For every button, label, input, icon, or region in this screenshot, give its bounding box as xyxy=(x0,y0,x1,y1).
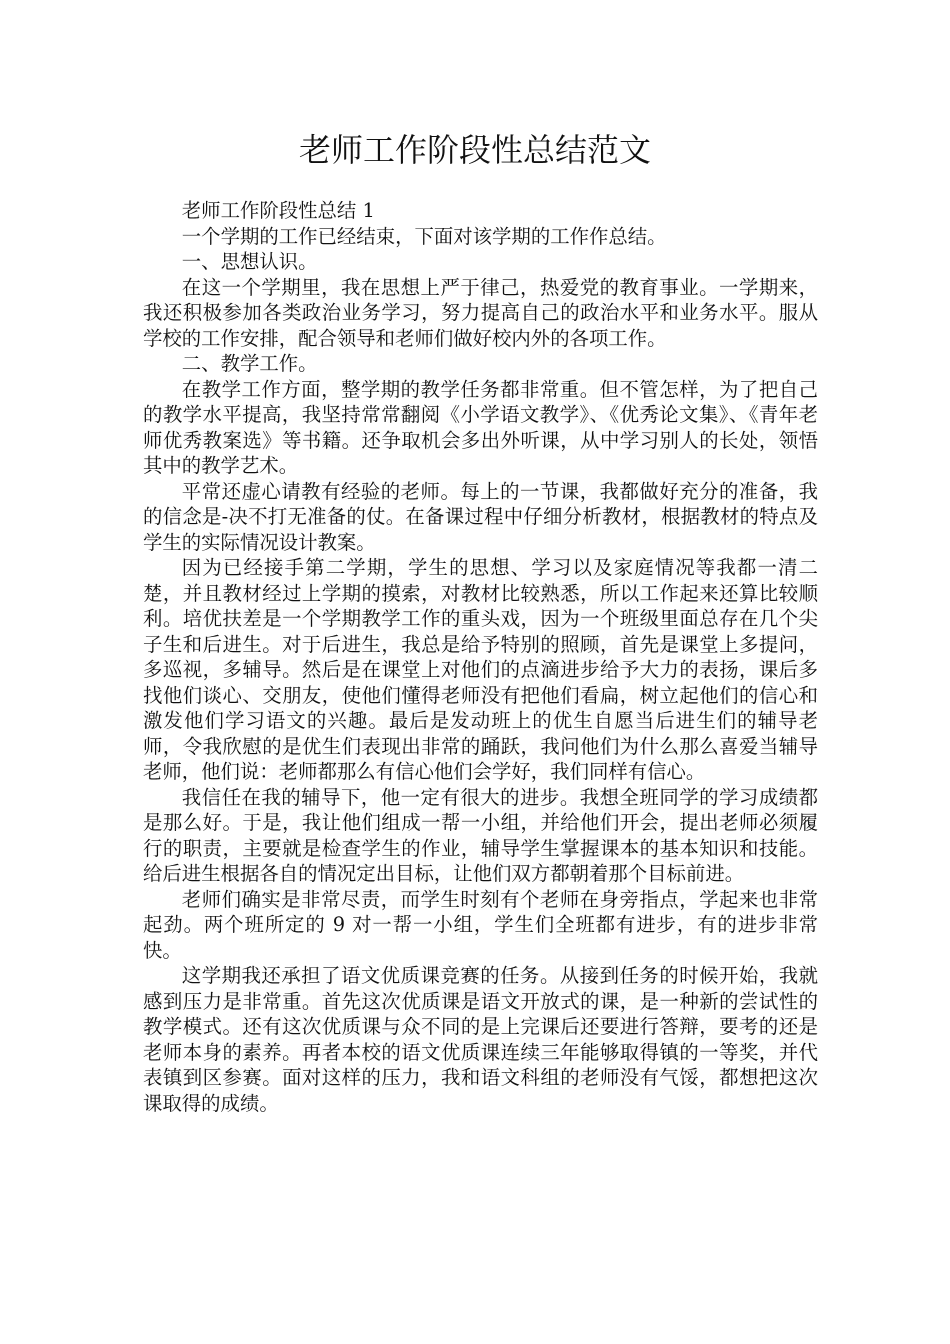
paragraph-intro: 一个学期的工作已经结束，下面对该学期的工作作总结。 xyxy=(181,224,667,248)
paragraph-heading-teaching: 二、教学工作。 xyxy=(181,352,318,375)
paragraph-section-heading: 老师工作阶段性总结 1 xyxy=(181,199,375,222)
document-body xyxy=(143,198,818,1116)
paragraph-tutoring: 我信任在我的辅导下，他一定有很大的进步。我想全班同学的学习成绩都是那么好。于是，我让他们组成一帮一小组，并给他们开会，提出老师必须履行的职责，主要就是检查学生的作业，辅导学生掌握课本的基本知识和技能。给后进生根据各自的情况定出目标，让他们双方都朝着那个目标前进。 xyxy=(143,785,818,885)
paragraph-competition: 这学期我还承担了语文优质课竞赛的任务。从接到任务的时候开始，我就感到压力是非常重。首先这次优质课是语文开放式的课，是一种新的尝试性的教学模式。还有这次优质课与众不同的是上完课后还要进行答辩，要考的还是老师本身的素养。再者本校的语文优质课连续三年能够取得镇的一等奖，并代表镇到区参赛。面对这样的压力，我和语文科组的老师没有气馁，都想把这次课取得的成绩。 xyxy=(143,964,818,1115)
paragraph-preparation: 平常还虚心请教有经验的老师。每上的一节课，我都做好充分的准备，我的信念是-决不打无准备的仗。在备课过程中仔细分析教材，根据教材的特点及学生的实际情况设计教案。 xyxy=(143,479,818,554)
paragraph-thought: 在这一个学期里，我在思想上严于律己，热爱党的教育事业。一学期来，我还积极参加各类政治业务学习，努力提高自己的政治水平和业务水平。服从学校的工作安排，配合领导和老师们做好校内外的各项工作。 xyxy=(143,275,818,350)
paragraph-heading-thought: 一、思想认识。 xyxy=(181,250,318,273)
paragraph-students: 因为已经接手第二学期，学生的思想、学习以及家庭情况等我都一清二楚，并且教材经过上学期的摸索，对教材比较熟悉，所以工作起来还算比较顺利。培优扶差是一个学期教学工作的重头戏，因为一个班级里面总存在几个尖子生和后进生。对于后进生，我总是给予特别的照顾，首先是课堂上多提问，多巡视，多辅导。然后是在课堂上对他们的点滴进步给予大力的表扬，课后多找他们谈心、交朋友，使他们懂得老师没有把他们看扁，树立起他们的信心和激发他们学习语文的兴趣。最后是发动班上的优生自愿当后进生们的辅导老师，令我欣慰的是优生们表现出非常的踊跃，我问他们为什么那么喜爱当辅导老师，他们说：老师都那么有信心他们会学好，我们同样有信心。 xyxy=(143,556,818,783)
paragraph-progress: 老师们确实是非常尽责，而学生时刻有个老师在身旁指点，学起来也非常起劲。两个班所定的 9 对一帮一小组，学生们全班都有进步，有的进步非常快。 xyxy=(143,887,818,962)
document-title: 老师工作阶段性总结范文 xyxy=(298,131,651,169)
paragraph-teaching: 在教学工作方面，整学期的教学任务都非常重。但不管怎样，为了把自己的教学水平提高，我坚持常常翻阅《小学语文教学》、《优秀论文集》、《青年老师优秀教案选》等书籍。还争取机会多出外听课，从中学习别人的长处，领悟其中的教学艺术。 xyxy=(143,377,818,477)
